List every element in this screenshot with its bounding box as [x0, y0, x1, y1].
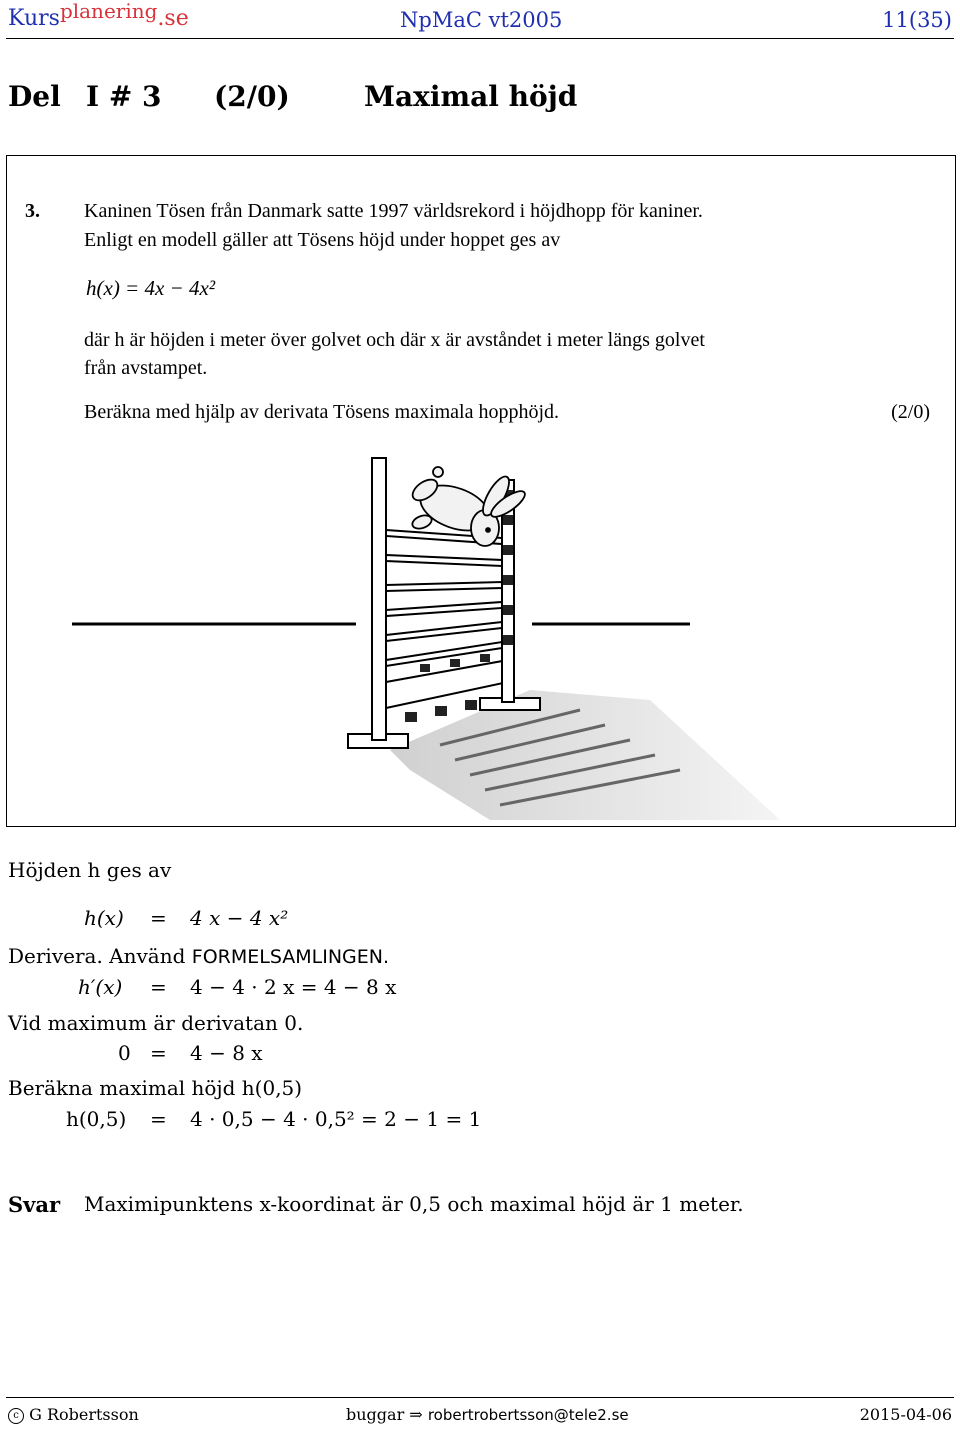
bug-label: buggar ⇒ — [346, 1405, 423, 1424]
rabbit-high-jump-illustration — [60, 450, 920, 825]
derive-instruction — [8, 944, 389, 968]
footer-date: 2015-04-06 — [859, 1405, 952, 1424]
brand-se: .se — [157, 6, 189, 31]
bug-email-link[interactable]: robertrobertsson@tele2.se — [427, 1406, 629, 1424]
eq4-lhs: h(0,5) — [66, 1107, 127, 1131]
eq2-equals: = — [150, 975, 167, 999]
eq2-rhs: 4 − 4 · 2 x = 4 − 8 x — [190, 975, 397, 999]
copyright-icon: c — [8, 1408, 24, 1424]
derive-text: Derivera. Använd — [8, 944, 186, 968]
task-question: Beräkna med hjälp av derivata Tösens maximala hopphöjd. — [84, 401, 560, 423]
section-title: Maximal höjd — [364, 80, 578, 113]
footer-author — [8, 1405, 139, 1424]
maximum-condition: Vid maximum är derivatan 0. — [8, 1011, 304, 1035]
task-points: (2/0) — [891, 401, 930, 423]
page-number: 11(35) — [882, 8, 952, 32]
compute-instruction: Beräkna maximal höjd h(0,5) — [8, 1076, 303, 1100]
eq4-equals: = — [150, 1107, 167, 1131]
eq3-rhs: 4 − 8 x — [190, 1041, 263, 1065]
course-code: NpMaC vt2005 — [400, 8, 563, 32]
answer-label: Svar — [8, 1192, 61, 1217]
formula-book-reference: FORMELSAMLINGEN. — [191, 946, 390, 968]
eq1-equals: = — [150, 906, 167, 930]
eq1-lhs: h(x) — [84, 906, 124, 930]
site-logo[interactable] — [8, 0, 189, 31]
eq3-equals: = — [150, 1041, 167, 1065]
jump-rails — [386, 530, 502, 666]
task-line-1: Kaninen Tösen från Danmark satte 1997 världsrekord i höjdhopp för kaniner. — [84, 200, 703, 222]
task-line-3: där h är höjden i meter över golvet och där x är avståndet i meter längs golvet — [84, 329, 705, 351]
section-points: (2/0) — [214, 80, 290, 113]
solution-intro: Höjden h ges av — [8, 858, 172, 882]
eq2-lhs: h′(x) — [78, 975, 123, 999]
section-heading — [8, 80, 577, 113]
eq1-rhs: 4 x − 4 x² — [190, 906, 289, 930]
task-number: 3. — [25, 200, 40, 222]
brand-planering: planering — [59, 0, 158, 23]
header-divider — [6, 38, 954, 39]
section-del: Del — [8, 80, 61, 113]
jump-shadow — [390, 690, 780, 820]
answer-text: Maximipunktens x-koordinat är 0,5 och maximal höjd är 1 meter. — [84, 1192, 744, 1216]
task-formula: h(x) = 4x − 4x² — [86, 276, 216, 300]
task-line-2: Enligt en modell gäller att Tösens höjd under hoppet ges av — [84, 229, 561, 251]
eq3-lhs: 0 — [118, 1041, 131, 1065]
eq4-rhs: 4 · 0,5 − 4 · 0,5² = 2 − 1 = 1 — [190, 1107, 482, 1131]
brand-kurs: Kurs — [8, 6, 60, 31]
task-line-4: från avstampet. — [84, 357, 208, 379]
footer-bug-report — [346, 1405, 629, 1424]
footer-divider — [6, 1397, 954, 1398]
section-part: I # 3 — [86, 80, 162, 113]
author-name: G Robertsson — [29, 1405, 139, 1424]
front-upright — [372, 458, 386, 740]
